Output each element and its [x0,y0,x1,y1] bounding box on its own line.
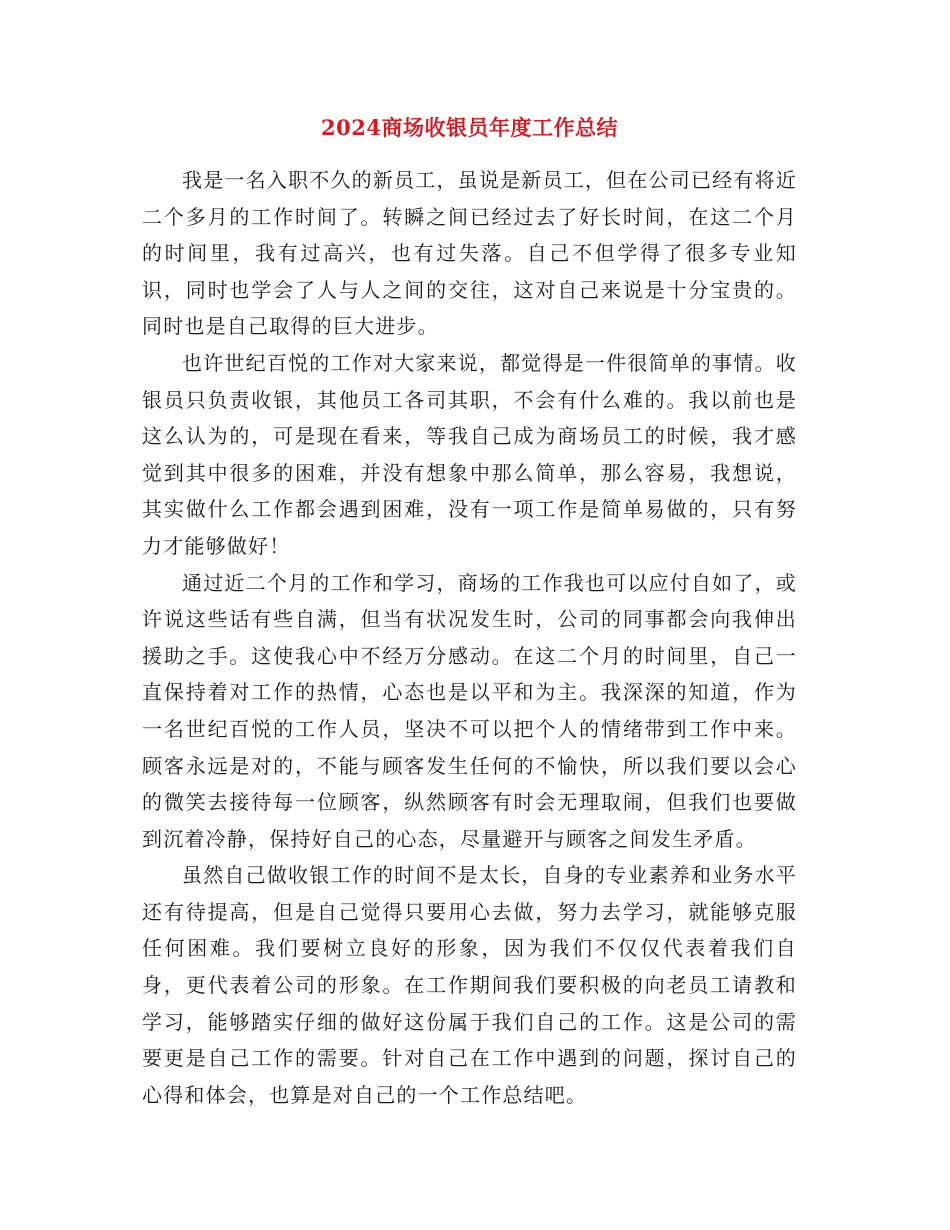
paragraph-1: 我是一名入职不久的新员工，虽说是新员工，但在公司已经有将近二个多月的工作时间了。转瞬之间已经过去了好长时间，在这二个月的时间里，我有过高兴，也有过失落。自己不但学得了很多专业知识，同时也学会了人与人之间的交往，这对自己来说是十分宝贵的。同时也是自己取得的巨大进步。 [142,168,797,339]
paragraph-3: 通过近二个月的工作和学习，商场的工作我也可以应付自如了，或许说这些话有些自满，但当有状况发生时，公司的同事都会向我伸出援助之手。这使我心中不经万分感动。在这二个月的时间里，自己一直保持着对工作的热情，心态也是以平和为主。我深深的知道，作为一名世纪百悦的工作人员，坚决不可以把个人的情绪带到工作中来。顾客永远是对的，不能与顾客发生任何的不愉快，所以我们要以会心的微笑去接待每一位顾客，纵然顾客有时会无理取闹，但我们也要做到沉着冷静，保持好自己的心态，尽量避开与顾客之间发生矛盾。 [142,570,797,851]
paragraph-4: 虽然自己做收银工作的时间不是太长，自身的专业素养和业务水平还有待提高，但是自己觉得只要用心去做，努力去学习，就能够克服任何困难。我们要树立良好的形象，因为我们不仅仅代表着我们自身，更代表着公司的形象。在工作期间我们要积极的向老员工请教和学习，能够踏实仔细的做好这份属于我们自己的工作。这是公司的需要更是自己工作的需要。针对自己在工作中遇到的问题，探讨自己的心得和体会，也算是对自己的一个工作总结吧。 [142,863,797,1107]
document-title: 2024商场收银员年度工作总结 [321,115,618,140]
paragraph-2: 也许世纪百悦的工作对大家来说，都觉得是一件很简单的事情。收银员只负责收银，其他员工各司其职，不会有什么难的。我以前也是这么认为的，可是现在看来，等我自己成为商场员工的时候，我才感觉到其中很多的困难，并没有想象中那么简单，那么容易，我想说，其实做什么工作都会遇到困难，没有一项工作是简单易做的，只有努力才能够做好！ [142,350,797,558]
